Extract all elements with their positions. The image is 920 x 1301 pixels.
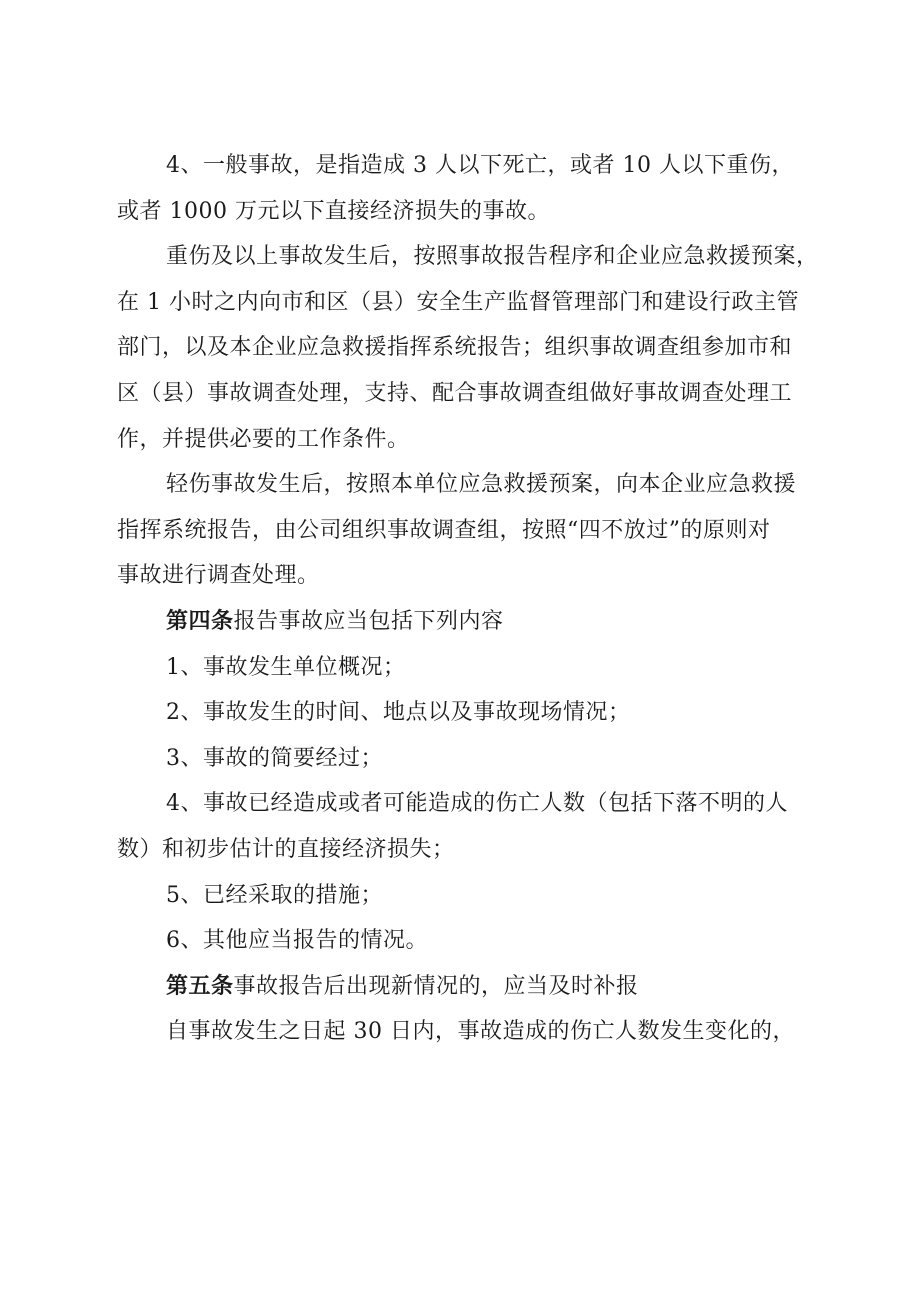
list-item: 6、其他应当报告的情况。 <box>166 928 428 954</box>
article-title: 报告事故应当包括下列内容 <box>233 608 504 634</box>
document-page <box>117 143 819 1055</box>
article-4-heading <box>117 599 807 645</box>
text-line: 事故进行调查处理。 <box>117 563 320 589</box>
article-number: 第四条 <box>166 607 234 634</box>
text-line: 轻伤事故发生后，按照本单位应急救援预案，向本企业应急救援 <box>166 472 797 498</box>
text-line: 重伤及以上事故发生后，按照事故报告程序和企业应急救援预案， <box>166 244 819 270</box>
text-line: 作，并提供必要的工作条件。 <box>117 426 410 452</box>
text-line: 指挥系统报告，由公司组织事故调查组，按照“四不放过”的原则对 <box>117 517 771 543</box>
text-line: 自事故发生之日起 30 日内，事故造成的伤亡人数发生变化的， <box>166 1019 795 1045</box>
paragraph-serious-injury <box>117 234 819 462</box>
text-line: 数）和初步估计的直接经济损失； <box>117 836 455 862</box>
list-item: 5、已经采取的措施； <box>166 882 383 908</box>
text-line: 部门，以及本企业应急救援指挥系统报告；组织事故调查组参加市和 <box>117 335 793 361</box>
text-line: 区（县）事故调查处理，支持、配合事故调查组做好事故调查处理工 <box>117 380 793 406</box>
text-line: 在 1 小时之内向市和区（县）安全生产监督管理部门和建设行政主管 <box>117 289 799 315</box>
article-5-heading <box>117 964 807 1010</box>
text-line: 或者 1000 万元以下直接经济损失的事故。 <box>117 198 550 224</box>
paragraph-minor-injury <box>117 462 807 599</box>
paragraph-general-accident <box>117 143 807 234</box>
list-item-multiline <box>117 781 807 872</box>
list-item: 1、事故发生单位概况； <box>166 654 406 680</box>
text-line: 4、一般事故，是指造成 3 人以下死亡，或者 10 人以下重伤， <box>166 153 794 178</box>
text-line: 4、事故已经造成或者可能造成的伤亡人数（包括下落不明的人 <box>166 791 788 817</box>
list-item: 3、事故的简要经过； <box>166 745 383 771</box>
article-number: 第五条 <box>166 972 234 999</box>
article-title: 事故报告后出现新情况的，应当及时补报 <box>233 973 639 999</box>
list-item: 2、事故发生的时间、地点以及事故现场情况； <box>166 700 631 726</box>
